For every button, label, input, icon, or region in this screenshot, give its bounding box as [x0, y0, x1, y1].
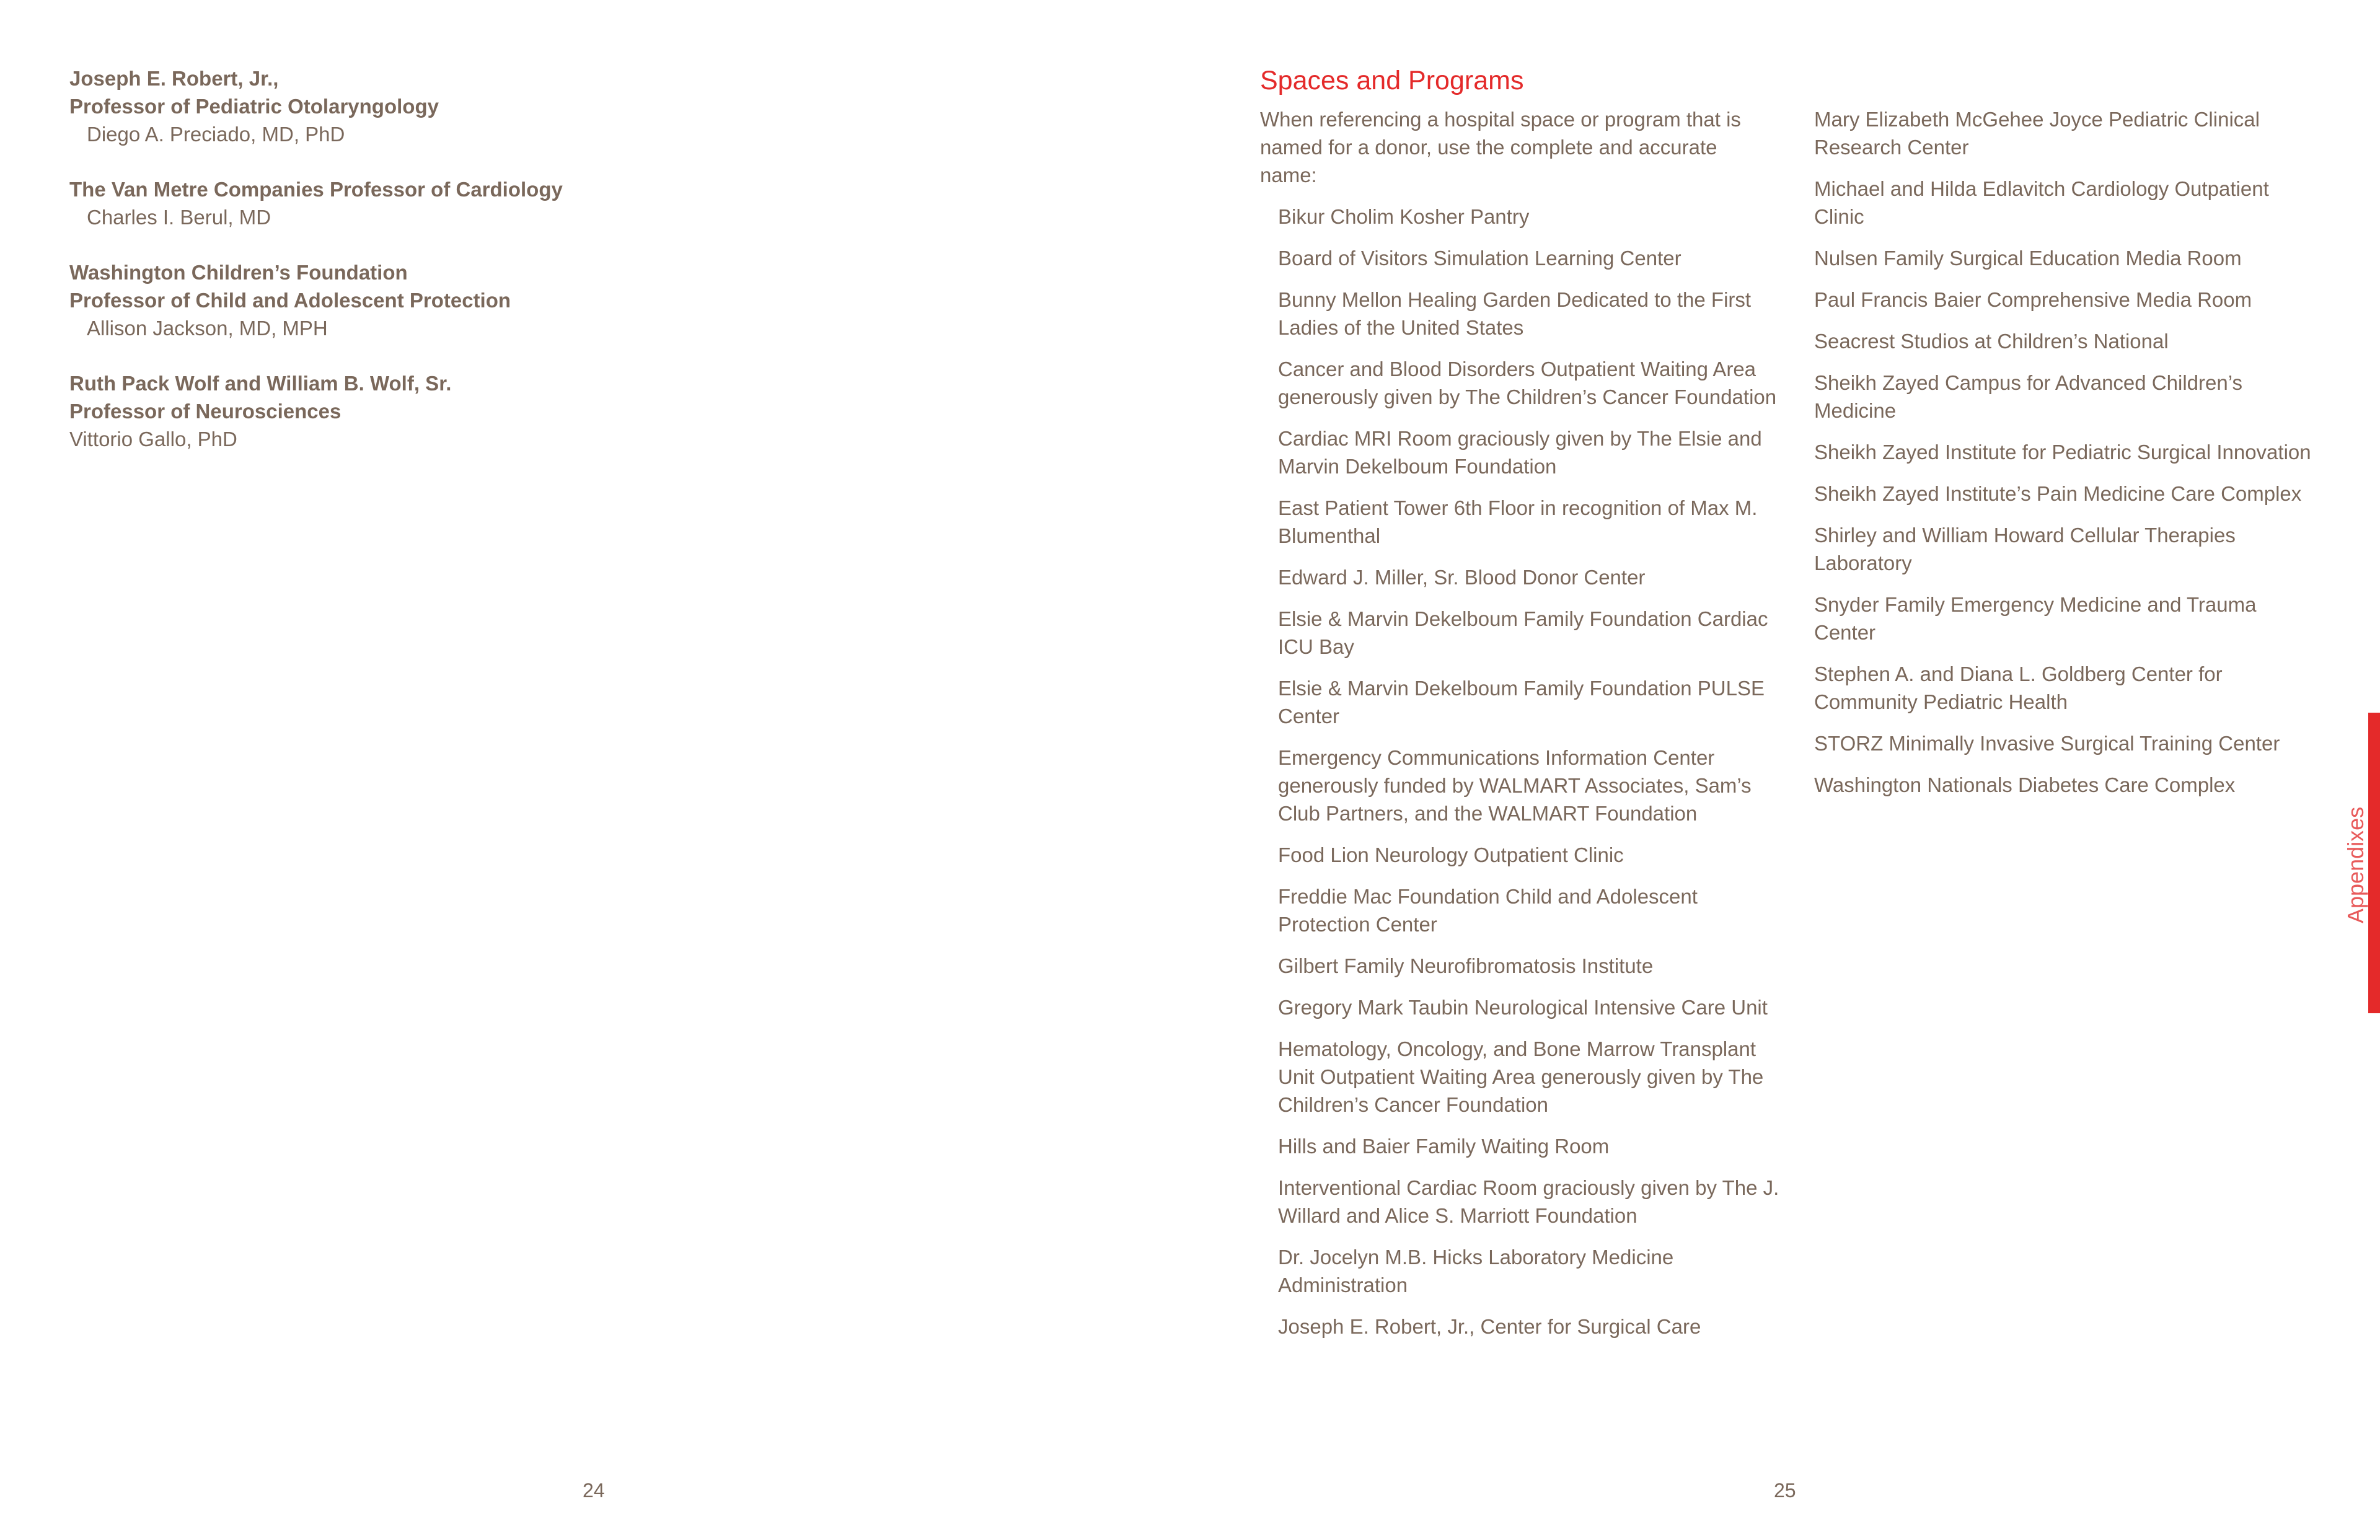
page-number: 24: [583, 1479, 605, 1502]
list-item: Sheikh Zayed Campus for Advanced Children’s Medicine: [1814, 371, 2242, 422]
list-item: Gregory Mark Taubin Neurological Intensive Care Unit: [1278, 996, 1768, 1019]
professorship-item: [69, 175, 751, 231]
list-item: Seacrest Studios at Children’s National: [1814, 330, 2169, 353]
professorship-title: The Van Metre Companies Professor of Cardiology: [69, 178, 563, 201]
list-item: Cardiac MRI Room graciously given by The Elsie and Marvin Dekelboum Foundation: [1278, 427, 1762, 478]
list-item: Elsie & Marvin Dekelboum Family Foundation PULSE Center: [1278, 677, 1765, 728]
list-item: Emergency Communications Information Center generously funded by WALMART Associates, Sam’s Club Partners, and the WALMART Foundation: [1278, 746, 1752, 825]
list-item: Sheikh Zayed Institute’s Pain Medicine Care Complex: [1814, 482, 2302, 505]
professorship-title: Professor of Neurosciences: [69, 400, 342, 423]
professorship-holder: Allison Jackson, MD, MPH: [87, 317, 328, 340]
list-item: Bunny Mellon Healing Garden Dedicated to the First Ladies of the United States: [1278, 288, 1752, 339]
professorship-title: Professor of Pediatric Otolaryngology: [69, 95, 439, 118]
list-item: Joseph E. Robert, Jr., Center for Surgical Care: [1278, 1315, 1701, 1338]
section-tab-label: Appendixes: [2343, 806, 2368, 923]
list-item: Bikur Cholim Kosher Pantry: [1278, 205, 1530, 228]
section-heading: Spaces and Programs: [1260, 66, 1524, 95]
section-tab-bar: [2368, 713, 2380, 1013]
list-item: Food Lion Neurology Outpatient Clinic: [1278, 843, 1624, 866]
list-item: Gilbert Family Neurofibromatosis Institute: [1278, 954, 1654, 977]
list-item: Edward J. Miller, Sr. Blood Donor Center: [1278, 566, 1646, 589]
right-page: [1190, 0, 2380, 1540]
list-item: Shirley and William Howard Cellular Therapies Laboratory: [1814, 524, 2236, 574]
list-item: Nulsen Family Surgical Education Media Room: [1814, 247, 2242, 270]
professorship-holder: Charles I. Berul, MD: [87, 206, 271, 229]
list-item: Snyder Family Emergency Medicine and Trauma Center: [1814, 593, 2257, 644]
professorship-item: [69, 258, 751, 342]
spaces-list-column-1: [1278, 203, 1786, 1354]
professorship-title: Ruth Pack Wolf and William B. Wolf, Sr.: [69, 372, 452, 395]
list-item: East Patient Tower 6th Floor in recognition of Max M. Blumenthal: [1278, 496, 1758, 547]
list-item: STORZ Minimally Invasive Surgical Training Center: [1814, 732, 2280, 755]
list-item: Freddie Mac Foundation Child and Adolescent Protection Center: [1278, 885, 1698, 936]
professorship-item: [69, 64, 751, 148]
list-item: Sheikh Zayed Institute for Pediatric Surgical Innovation: [1814, 441, 2311, 464]
list-item: Paul Francis Baier Comprehensive Media Room: [1814, 288, 2252, 311]
list-item: Hills and Baier Family Waiting Room: [1278, 1135, 1610, 1158]
page-number: 25: [1774, 1479, 1796, 1502]
professorship-title: Joseph E. Robert, Jr.,: [69, 67, 279, 90]
professorship-holder: Diego A. Preciado, MD, PhD: [87, 123, 345, 146]
intro-paragraph: When referencing a hospital space or program that is named for a donor, use the complete and accurate name:: [1260, 108, 1741, 187]
professorship-holder: Vittorio Gallo, PhD: [69, 428, 237, 451]
list-item: Board of Visitors Simulation Learning Center: [1278, 247, 1681, 270]
list-item: Cancer and Blood Disorders Outpatient Waiting Area generously given by The Children’s Cancer Foundation: [1278, 358, 1777, 408]
list-item: Dr. Jocelyn M.B. Hicks Laboratory Medicine Administration: [1278, 1246, 1674, 1296]
list-item: Interventional Cardiac Room graciously given by The J. Willard and Alice S. Marriott Foundation: [1278, 1176, 1779, 1227]
professorship-item: [69, 369, 751, 453]
list-item: Washington Nationals Diabetes Care Complex: [1814, 773, 2236, 796]
list-item: Michael and Hilda Edlavitch Cardiology Outpatient Clinic: [1814, 177, 2269, 228]
list-item: Stephen A. and Diana L. Goldberg Center for Community Pediatric Health: [1814, 662, 2223, 713]
professorship-list: [69, 64, 751, 480]
professorship-title: Professor of Child and Adolescent Protection: [69, 289, 511, 312]
list-item: Hematology, Oncology, and Bone Marrow Transplant Unit Outpatient Waiting Area generously given by The Children’s Cancer Foundation: [1278, 1037, 1764, 1116]
professorship-title: Washington Children’s Foundation: [69, 261, 408, 284]
list-item: Mary Elizabeth McGehee Joyce Pediatric Clinical Research Center: [1814, 108, 2260, 159]
spaces-list-column-2: [1814, 105, 2322, 812]
list-item: Elsie & Marvin Dekelboum Family Foundation Cardiac ICU Bay: [1278, 607, 1768, 658]
